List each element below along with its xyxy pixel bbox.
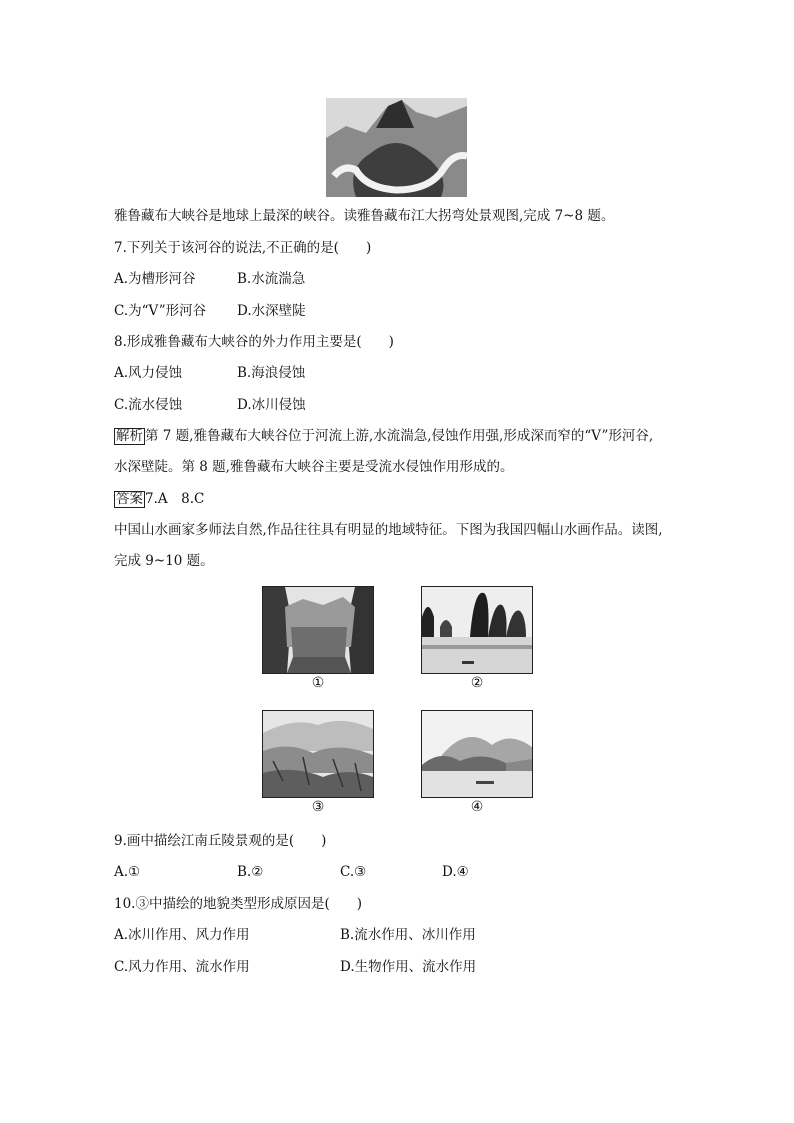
karst-peaks-painting [421,586,533,674]
canyon-painting [262,586,374,674]
q9-option-d: D.④ [442,864,469,880]
q10-option-a: A.冰川作用、风力作用 [114,927,250,943]
q7-option-d: D.水深壁陡 [237,303,306,319]
q7-option-b: B.水流湍急 [237,271,306,287]
q8-option-c: C.流水侵蚀 [114,397,183,413]
q9-option-c: C.③ [340,864,367,880]
analysis-tag: 解析 [116,428,143,444]
analysis-line-1 [114,427,653,445]
analysis-line-2: 水深壁陡。第 8 题,雅鲁藏布大峡谷主要是受流水侵蚀作用形成的。 [114,459,514,475]
q7-option-a: A.为槽形河谷 [114,271,196,287]
q10-option-c: C.风力作用、流水作用 [114,959,250,975]
question-9-stem: 9.画中描绘江南丘陵景观的是( ) [114,833,327,849]
jiangnan-hills-painting [421,710,533,798]
intro-9-10-line-1: 中国山水画家多师法自然,作品往往具有明显的地域特征。下图为我国四幅山水画作品。读图, [114,522,663,538]
painting-2-label: ② [470,675,484,691]
answer-line [114,490,204,508]
answer-text: 7.A 8.C [145,491,205,507]
painting-4-label: ④ [470,799,484,815]
q10-option-b: B.流水作用、冰川作用 [340,927,476,943]
question-8-stem: 8.形成雅鲁藏布大峡谷的外力作用主要是( ) [114,334,394,350]
answer-tag: 答案 [116,491,143,507]
intro-7-8: 雅鲁藏布大峡谷是地球上最深的峡谷。读雅鲁藏布江大拐弯处景观图,完成 7~8 题。 [114,208,615,224]
analysis-text-1: 第 7 题,雅鲁藏布大峡谷位于河流上游,水流湍急,侵蚀作用强,形成深而窄的“V”形河谷, [145,428,654,444]
q8-option-d: D.冰川侵蚀 [237,397,306,413]
question-10-stem: 10.③中描绘的地貌类型形成原因是( ) [114,896,363,912]
q8-option-b: B.海浪侵蚀 [237,365,306,381]
loess-plateau-painting [262,710,374,798]
q9-option-b: B.② [237,864,264,880]
q10-option-d: D.生物作用、流水作用 [340,959,477,975]
q9-option-a: A.① [114,864,141,880]
q8-option-a: A.风力侵蚀 [114,365,183,381]
painting-3-label: ③ [311,799,325,815]
q7-option-c: C.为“V”形河谷 [114,303,207,319]
canyon-bend-photo [326,98,467,197]
painting-1-label: ① [311,675,325,691]
question-7-stem: 7.下列关于该河谷的说法,不正确的是( ) [114,240,372,256]
intro-9-10-line-2: 完成 9~10 题。 [114,553,214,569]
